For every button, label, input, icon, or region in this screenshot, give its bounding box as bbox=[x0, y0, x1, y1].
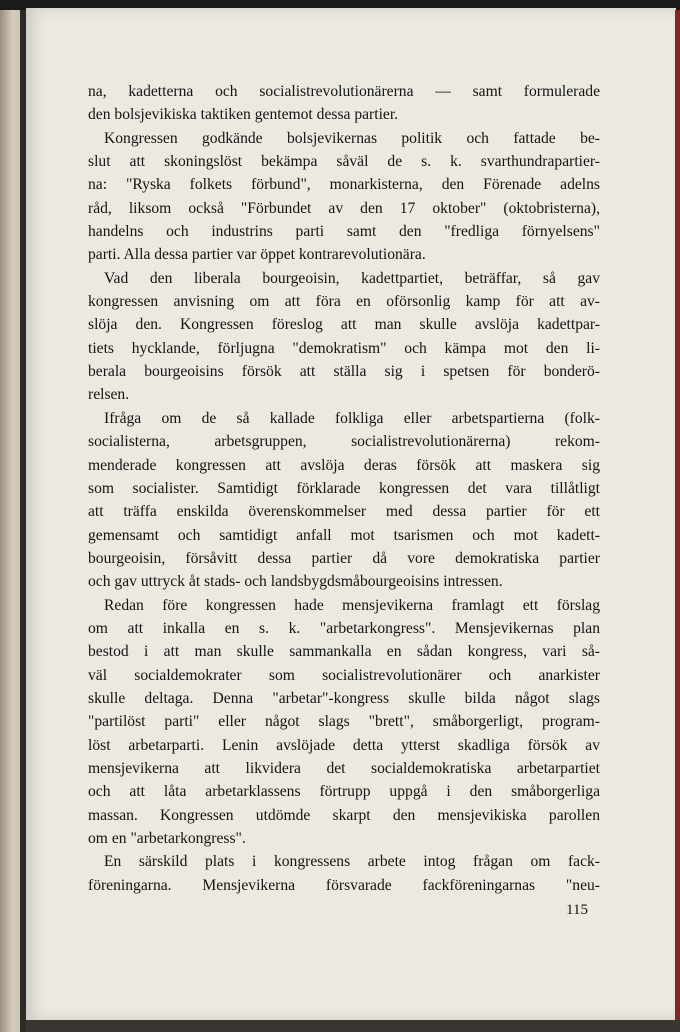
text-line: Redan före kongressen hade mensjevikerna framlagt ett förslag bbox=[104, 596, 600, 614]
text-line: väl socialdemokrater som socialistrevolutionärer och anarkister bbox=[88, 666, 600, 684]
text-line: Vad den liberala bourgeoisin, kadettpartiet, beträffar, så gav bbox=[104, 269, 600, 287]
text-line: om att inkalla en s. k. "arbetarkongress". Mensjevikernas plan bbox=[88, 619, 600, 637]
text-line: som socialister. Samtidigt förklarade kongressen det vara tillåtligt bbox=[88, 479, 600, 497]
cover-edge bbox=[675, 10, 680, 1032]
text-line: kongressen anvisning om att föra en oförsonlig kamp för att av- bbox=[88, 293, 600, 311]
text-line: "partilöst parti" eller något slags "brett", småborgerligt, program- bbox=[88, 713, 600, 731]
text-line: menderade kongressen att avslöja deras försök att maskera sig bbox=[88, 456, 600, 474]
text-line: om en "arbetarkongress". bbox=[88, 830, 246, 847]
text-line: föreningarna. Mensjevikerna försvarade fackföreningarnas "neu- bbox=[88, 876, 600, 894]
text-line: den bolsjevikiska taktiken gentemot dessa partier. bbox=[88, 106, 399, 124]
text-line: Ifråga om de så kallade folkliga eller arbetspartierna (folk- bbox=[104, 409, 600, 427]
text-line: råd, liksom också "Förbundet av den 17 oktober" (oktobristerna), bbox=[88, 199, 600, 217]
text-line: relsen. bbox=[88, 386, 130, 404]
text-line: berala bourgeoisins försök att ställa sig i spetsen för bonderö- bbox=[88, 363, 600, 381]
text-line: bestod i att man skulle sammankalla en sådan kongress, vari så- bbox=[88, 643, 600, 661]
text-line: parti. Alla dessa partier var öppet kontrarevolutionära. bbox=[88, 246, 426, 264]
text-line: löst arbetarparti. Lenin avslöjade detta ytterst skadliga försök av bbox=[88, 736, 600, 754]
text-line: na: "Ryska folkets förbund", monarkisterna, den Förenade adelns bbox=[88, 176, 600, 194]
page-number: 115 bbox=[566, 902, 588, 918]
text-line: Kongressen godkände bolsjevikernas politik och fattade be- bbox=[104, 129, 600, 147]
text-line: na, kadetterna och socialistrevolutionärerna — samt formulerade bbox=[88, 83, 600, 100]
text-line: handelns och industrins parti samt den "fredliga förnyelsens" bbox=[88, 223, 600, 241]
text-line: och att låta arbetarklassens förtrupp uppgå i den småborgerliga bbox=[88, 783, 600, 801]
body-text bbox=[88, 80, 600, 897]
text-line: mensjevikerna att likvidera det socialdemokratiska arbetarpartiet bbox=[88, 759, 600, 777]
text-line: socialisterna, arbetsgruppen, socialistrevolutionärerna) rekom- bbox=[88, 433, 600, 451]
text-line: massan. Kongressen utdömde skarpt den mensjevikiska parollen bbox=[88, 806, 600, 824]
text-line: tiets hycklande, förljugna "demokratism" och kämpa mot den li- bbox=[88, 339, 600, 357]
text-line: bourgeoisin, försåvitt dessa partier då vore demokratiska partier bbox=[88, 549, 600, 567]
scan-bottom-edge bbox=[26, 1020, 680, 1032]
text-line: och gav uttryck åt stads- och landsbygdsmåbourgeoisins intressen. bbox=[88, 573, 503, 591]
text-line: att träffa enskilda överenskommelser med dessa partier för ett bbox=[88, 503, 600, 521]
text-line: slut att skoningslöst bekämpa såväl de s. k. svarthundrapartier- bbox=[88, 153, 600, 171]
text-line: slöja den. Kongressen föreslog att man skulle avslöja kadettpar- bbox=[88, 316, 600, 334]
text-line: gemensamt och samtidigt anfall mot tsarismen och mot kadett- bbox=[88, 526, 600, 544]
text-line: En särskild plats i kongressens arbete intog frågan om fack- bbox=[104, 853, 600, 871]
text-line: skulle deltaga. Denna "arbetar"-kongress skulle bilda något slags bbox=[88, 689, 600, 707]
